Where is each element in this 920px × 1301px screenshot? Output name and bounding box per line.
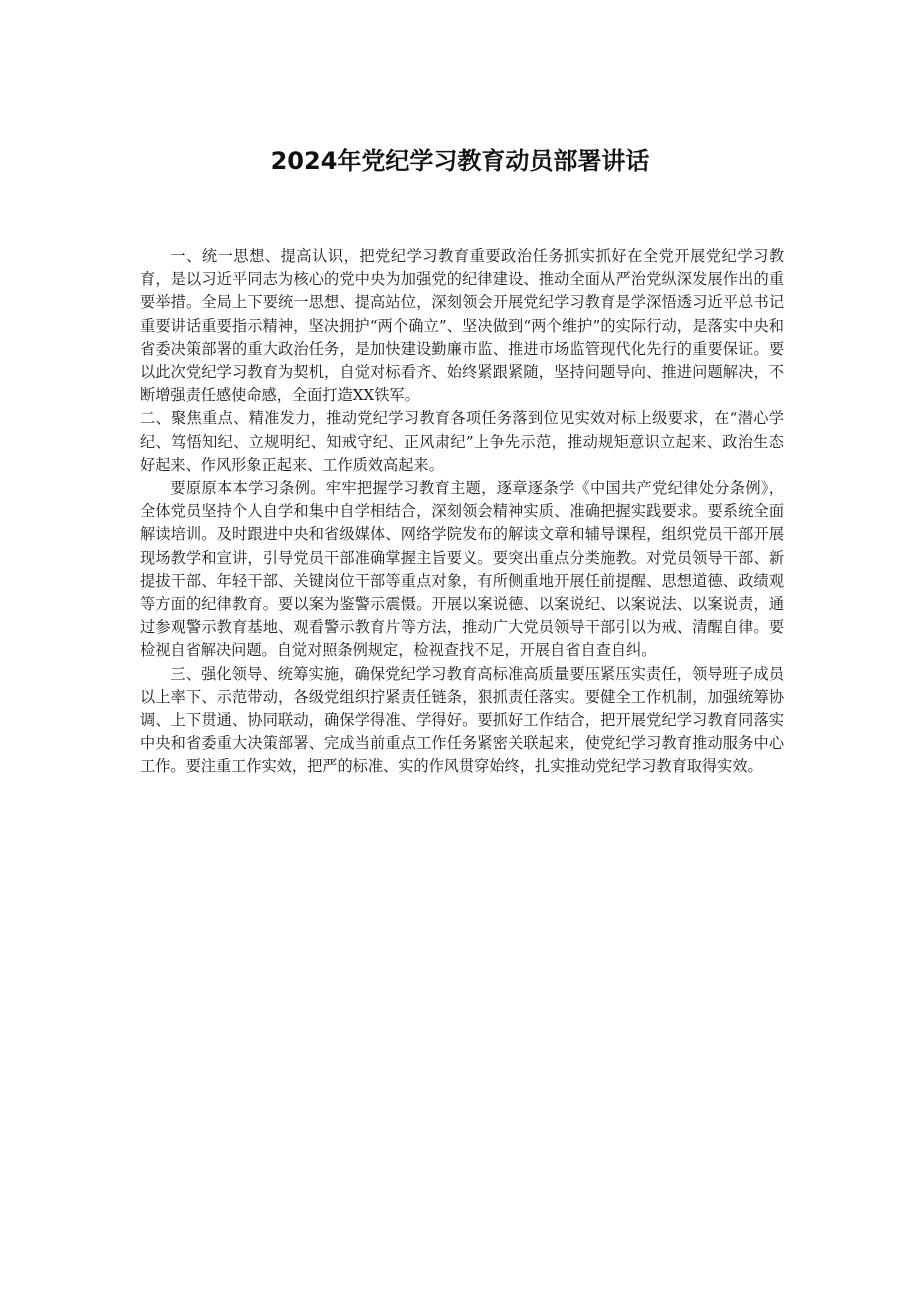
paragraph-section-one: 一、统一思想、提高认识，把党纪学习教育重要政治任务抓实抓好在全党开展党纪学习教育，是以习近平同志为核心的党中央为加强党的纪律建设、推动全面从严治党纵深发展作出的重要举措。全局上下要统一思想、提高站位，深刻领会开展党纪学习教育是学深悟透习近平总书记重要讲话重要指示精神，坚决拥护“两个确立”、坚决做到“两个维护”的实际行动，是落实中央和省委决策部署的重大政治任务，是加快建设勤廉市监、推进市场监管现代化先行的重要保证。要以此次党纪学习教育为契机，自觉对标看齐、始终紧跟紧随，坚持问题导向、推进问题解决，不断增强责任感使命感，全面打造XX铁军。 — [140, 247, 784, 405]
paragraph-section-two: 二、聚焦重点、精准发力，推动党纪学习教育各项任务落到位见实效对标上级要求，在“潜心学纪、笃悟知纪、立规明纪、知戒守纪、正风肃纪”上争先示范，推动规矩意识立起来、政治生态好起来、作风形象正起来、工作质效高起来。 — [140, 409, 784, 474]
paragraph-study-regulations: 要原原本本学习条例。牢牢把握学习教育主题，逐章逐条学《中国共产党纪律处分条例》，全体党员坚持个人自学和集中自学相结合，深刻领会精神实质、准确把握实践要求。要系统全面解读培训。及时跟进中央和省级媒体、网络学院发布的解读文章和辅导课程，组织党员干部开展现场教学和宣讲，引导党员干部准确掌握主旨要义。要突出重点分类施教。对党员领导干部、新提拔干部、年轻干部、关键岗位干部等重点对象，有所侧重地开展任前提醒、思想道德、政绩观等方面的纪律教育。要以案为鉴警示震慑。开展以案说德、以案说纪、以案说法、以案说责，通过参观警示教育基地、观看警示教育片等方法，推动广大党员领导干部引以为戒、清醒自律。要检视自省解决问题。自觉对照条例规定，检视查找不足，开展自省自查自纠。 — [140, 479, 784, 660]
paragraph-section-three: 三、强化领导、统筹实施，确保党纪学习教育高标准高质量要压紧压实责任，领导班子成员以上率下、示范带动，各级党组织拧紧责任链条，狠抓责任落实。要健全工作机制，加强统筹协调、上下贯通、协同联动，确保学得准、学得好。要抓好工作结合，把开展党纪学习教育同落实中央和省委重大决策部署、完成当前重点工作任务紧密关联起来，使党纪学习教育推动服务中心工作。要注重工作实效，把严的标准、实的作风贯穿始终，扎实推动党纪学习教育取得实效。 — [140, 664, 784, 776]
document-title: 2024年党纪学习教育动员部署讲话 — [270, 147, 650, 175]
document-body — [140, 245, 784, 779]
